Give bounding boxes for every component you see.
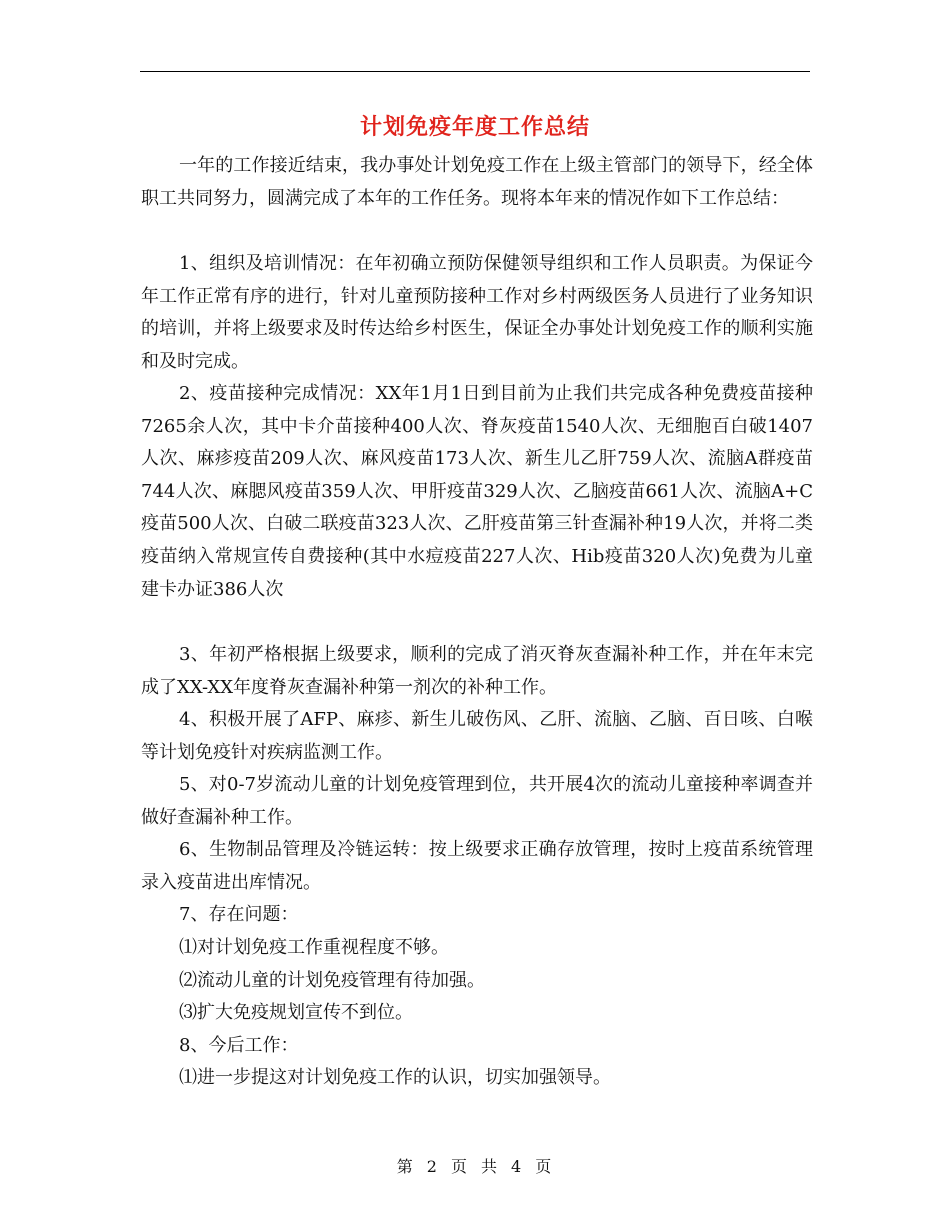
- footer-label-page: 第: [396, 1157, 415, 1176]
- footer-label-total: 共: [481, 1157, 500, 1176]
- problem-item-2: ⑵流动儿童的计划免疫管理有待加强。: [179, 970, 485, 991]
- paragraph-8-future-work: 8、今后工作：: [179, 1035, 299, 1056]
- problem-item-3: ⑶扩大免疫规划宣传不到位。: [179, 1002, 413, 1023]
- paragraph-2-vaccination: 2、疫苗接种完成情况：XX年1月1日到目前为止我们共完成各种免费疫苗接种7265余人次，其中卡介苗接种400人次、脊灰疫苗1540人次、无细胞百白破1407人次、麻疹疫苗209人次、麻风疫苗173人次、新生儿乙肝759人次、流脑A群疫苗744人次、麻腮风疫苗359人次、甲肝疫苗329人次、乙脑疫苗661人次、流脑A+C疫苗500人次、白破二联疫苗323人次、乙肝疫苗第三针查漏补种19人次，并将二类疫苗纳入常规宣传自费接种(其中水痘疫苗227人次、Hib疫苗320人次)免费为儿童建卡办证386人次: [141, 383, 813, 600]
- paragraph-4-surveillance: 4、积极开展了AFP、麻疹、新生儿破伤风、乙肝、流脑、乙脑、百日咳、白喉等计划免疫针对疾病监测工作。: [141, 709, 813, 763]
- paragraph-5-floating-children: 5、对0-7岁流动儿童的计划免疫管理到位，共开展4次的流动儿童接种率调查并做好查漏补种工作。: [141, 774, 813, 828]
- problem-item-1: ⑴对计划免疫工作重视程度不够。: [179, 937, 449, 958]
- paragraph-6-cold-chain: 6、生物制品管理及冷链运转：按上级要求正确存放管理，按时上疫苗系统管理录入疫苗进出库情况。: [141, 839, 813, 893]
- footer-total-pages: 4: [511, 1157, 524, 1176]
- document-title: 计划免疫年度工作总结: [359, 114, 590, 140]
- header-rule: [140, 71, 810, 72]
- footer-current-page: 2: [426, 1157, 439, 1176]
- page-footer: [0, 1154, 950, 1177]
- footer-label-page-unit: 页: [450, 1157, 469, 1176]
- future-item-1: ⑴进一步提这对计划免疫工作的认识，切实加强领导。: [179, 1067, 611, 1088]
- paragraph-7-problems: 7、存在问题：: [179, 904, 299, 925]
- paragraph-3-polio: 3、年初严格根据上级要求，顺利的完成了消灭脊灰查漏补种工作，并在年末完成了XX-XX年度脊灰查漏补种第一剂次的补种工作。: [141, 644, 813, 698]
- paragraph-intro: 一年的工作接近结束，我办事处计划免疫工作在上级主管部门的领导下，经全体职工共同努力，圆满完成了本年的工作任务。现将本年来的情况作如下工作总结：: [141, 155, 813, 209]
- footer-label-total-unit: 页: [535, 1157, 554, 1176]
- paragraph-1-organization: 1、组织及培训情况：在年初确立预防保健领导组织和工作人员职责。为保证今年工作正常有序的进行，针对儿童预防接种工作对乡村两级医务人员进行了业务知识的培训，并将上级要求及时传达给乡村医生，保证全办事处计划免疫工作的顺利实施和及时完成。: [141, 253, 813, 372]
